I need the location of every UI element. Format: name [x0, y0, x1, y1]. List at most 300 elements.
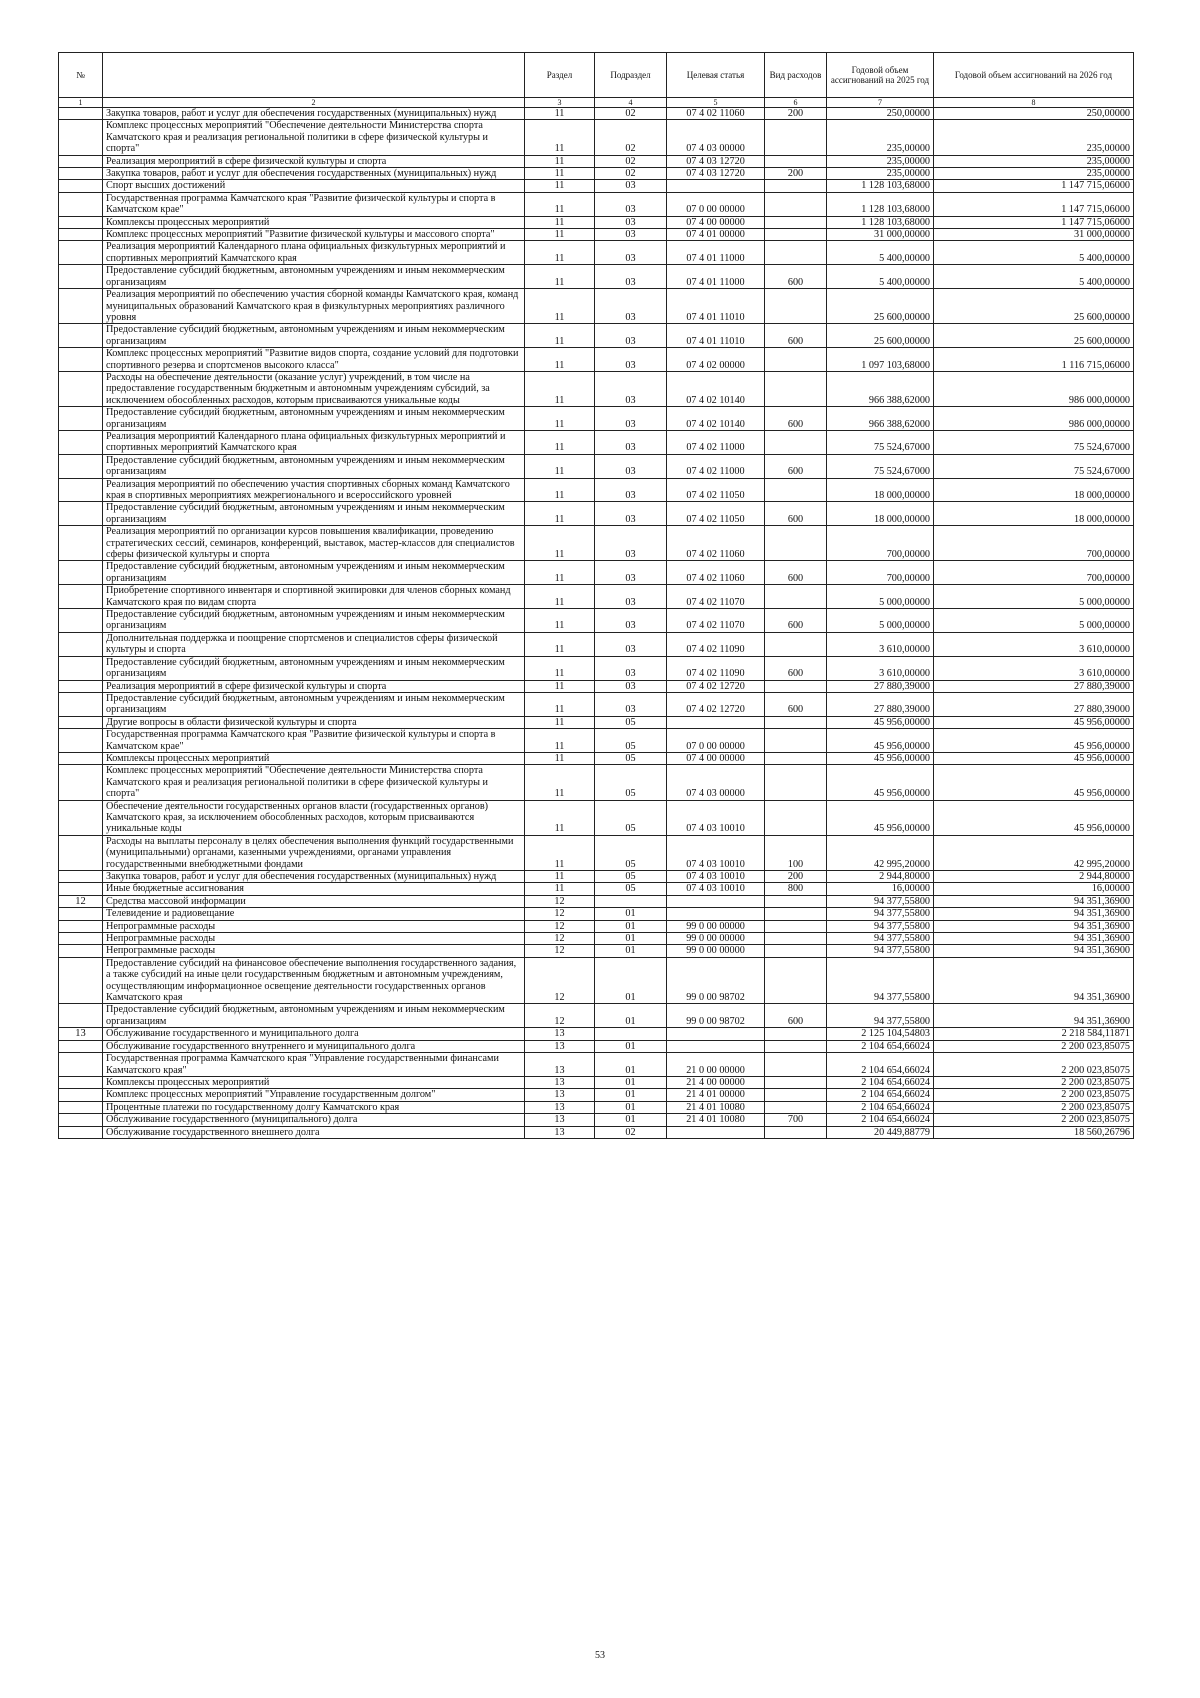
row-target: 07 4 01 11000 — [667, 241, 765, 265]
row-amount-2026: 45 956,00000 — [934, 716, 1134, 728]
row-amount-2025: 94 377,55800 — [827, 957, 934, 1004]
row-name: Обслуживание государственного внутреннего и муниципального долга — [103, 1040, 525, 1052]
table-row — [59, 1004, 1134, 1028]
row-number — [59, 324, 103, 348]
table-row — [59, 1028, 1134, 1040]
row-amount-2025: 2 104 654,66024 — [827, 1114, 934, 1126]
row-razdel: 11 — [525, 729, 595, 753]
row-number — [59, 108, 103, 120]
row-amount-2026: 25 600,00000 — [934, 289, 1134, 324]
row-name: Другие вопросы в области физической культуры и спорта — [103, 716, 525, 728]
row-podrazdel: 03 — [595, 632, 667, 656]
row-number — [59, 716, 103, 728]
table-row — [59, 120, 1134, 155]
row-razdel: 11 — [525, 108, 595, 120]
row-name: Расходы на обеспечение деятельности (оказание услуг) учреждений, в том числе на предоставление государственным бюджетным и автономным учреждениям субсидий, за исключением обособленных расходов, которым присваиваются уникальные коды — [103, 371, 525, 406]
row-amount-2025: 2 104 654,66024 — [827, 1076, 934, 1088]
row-amount-2026: 25 600,00000 — [934, 324, 1134, 348]
table-row — [59, 800, 1134, 835]
table-row — [59, 680, 1134, 692]
row-vid — [765, 765, 827, 800]
row-vid — [765, 1053, 827, 1077]
row-vid: 600 — [765, 265, 827, 289]
row-amount-2025: 2 104 654,66024 — [827, 1101, 934, 1113]
row-razdel: 11 — [525, 609, 595, 633]
row-vid — [765, 430, 827, 454]
row-razdel: 13 — [525, 1101, 595, 1113]
table-row — [59, 108, 1134, 120]
row-name: Процентные платежи по государственному долгу Камчатского края — [103, 1101, 525, 1113]
row-number — [59, 407, 103, 431]
table-row — [59, 216, 1134, 228]
table-row — [59, 609, 1134, 633]
row-vid — [765, 1089, 827, 1101]
row-amount-2025: 1 128 103,68000 — [827, 192, 934, 216]
row-razdel: 12 — [525, 908, 595, 920]
row-target — [667, 1126, 765, 1138]
row-vid — [765, 752, 827, 764]
row-amount-2026: 31 000,00000 — [934, 229, 1134, 241]
row-number — [59, 478, 103, 502]
row-target: 07 4 02 12720 — [667, 680, 765, 692]
row-number — [59, 526, 103, 561]
row-target: 07 4 01 11010 — [667, 324, 765, 348]
row-target: 21 4 01 10080 — [667, 1114, 765, 1126]
row-vid: 100 — [765, 835, 827, 870]
table-row — [59, 957, 1134, 1004]
row-amount-2026: 2 200 023,85075 — [934, 1040, 1134, 1052]
row-number — [59, 192, 103, 216]
header-no: № — [59, 53, 103, 98]
table-row — [59, 478, 1134, 502]
table-row — [59, 180, 1134, 192]
row-razdel: 12 — [525, 957, 595, 1004]
table-row — [59, 265, 1134, 289]
row-vid — [765, 945, 827, 957]
col-number: 2 — [103, 98, 525, 108]
row-vid — [765, 585, 827, 609]
table-row — [59, 585, 1134, 609]
row-target: 07 4 02 10140 — [667, 407, 765, 431]
row-vid — [765, 229, 827, 241]
row-amount-2025: 5 000,00000 — [827, 585, 934, 609]
table-row — [59, 1053, 1134, 1077]
row-razdel: 13 — [525, 1053, 595, 1077]
row-razdel: 12 — [525, 920, 595, 932]
table-row — [59, 348, 1134, 372]
row-podrazdel: 03 — [595, 229, 667, 241]
row-name: Предоставление субсидий бюджетным, автономным учреждениям и иным некоммерческим организациям — [103, 265, 525, 289]
row-amount-2025: 2 104 654,66024 — [827, 1053, 934, 1077]
row-podrazdel — [595, 1028, 667, 1040]
row-number — [59, 692, 103, 716]
table-row — [59, 1076, 1134, 1088]
row-amount-2025: 235,00000 — [827, 155, 934, 167]
row-razdel: 13 — [525, 1040, 595, 1052]
row-amount-2026: 2 200 023,85075 — [934, 1101, 1134, 1113]
row-podrazdel: 01 — [595, 1101, 667, 1113]
row-amount-2025: 45 956,00000 — [827, 729, 934, 753]
row-amount-2026: 94 351,36900 — [934, 957, 1134, 1004]
row-vid — [765, 1028, 827, 1040]
row-name: Предоставление субсидий бюджетным, автономным учреждениям и иным некоммерческим организациям — [103, 1004, 525, 1028]
row-amount-2025: 94 377,55800 — [827, 945, 934, 957]
row-podrazdel: 01 — [595, 945, 667, 957]
row-razdel: 11 — [525, 871, 595, 883]
row-razdel: 11 — [525, 585, 595, 609]
row-amount-2025: 700,00000 — [827, 526, 934, 561]
row-number — [59, 454, 103, 478]
row-razdel: 11 — [525, 835, 595, 870]
row-name: Предоставление субсидий бюджетным, автономным учреждениям и иным некоммерческим организациям — [103, 324, 525, 348]
row-razdel: 12 — [525, 895, 595, 907]
row-vid — [765, 241, 827, 265]
row-target: 21 4 01 10080 — [667, 1101, 765, 1113]
row-amount-2025: 94 377,55800 — [827, 895, 934, 907]
col-number: 1 — [59, 98, 103, 108]
row-name: Реализация мероприятий Календарного плана официальных физкультурных мероприятий и спортивных мероприятий Камчатского края — [103, 241, 525, 265]
row-vid: 200 — [765, 871, 827, 883]
row-target — [667, 1040, 765, 1052]
row-name: Государственная программа Камчатского края "Развитие физической культуры и спорта в Камчатском крае" — [103, 729, 525, 753]
row-podrazdel: 01 — [595, 1076, 667, 1088]
row-razdel: 13 — [525, 1126, 595, 1138]
row-name: Государственная программа Камчатского края "Развитие физической культуры и спорта в Камчатском крае" — [103, 192, 525, 216]
row-razdel: 11 — [525, 265, 595, 289]
row-target: 21 0 00 00000 — [667, 1053, 765, 1077]
row-amount-2026: 18 560,26796 — [934, 1126, 1134, 1138]
row-amount-2026: 986 000,00000 — [934, 371, 1134, 406]
row-razdel: 13 — [525, 1028, 595, 1040]
col-number: 5 — [667, 98, 765, 108]
row-amount-2025: 5 000,00000 — [827, 609, 934, 633]
row-vid — [765, 800, 827, 835]
row-amount-2026: 45 956,00000 — [934, 800, 1134, 835]
row-target: 21 4 00 00000 — [667, 1076, 765, 1088]
row-podrazdel: 03 — [595, 216, 667, 228]
table-row — [59, 1040, 1134, 1052]
table-row — [59, 324, 1134, 348]
row-vid — [765, 1076, 827, 1088]
header-2026: Годовой объем ассигнований на 2026 год — [934, 53, 1134, 98]
header-podrazdel: Подраздел — [595, 53, 667, 98]
row-razdel: 11 — [525, 229, 595, 241]
row-name: Государственная программа Камчатского края "Управление государственными финансами Камчатского края" — [103, 1053, 525, 1077]
row-amount-2025: 45 956,00000 — [827, 800, 934, 835]
row-target: 99 0 00 00000 — [667, 945, 765, 957]
row-amount-2025: 94 377,55800 — [827, 933, 934, 945]
row-amount-2026: 2 218 584,11871 — [934, 1028, 1134, 1040]
row-target: 07 4 03 10010 — [667, 871, 765, 883]
row-amount-2026: 94 351,36900 — [934, 933, 1134, 945]
row-name: Закупка товаров, работ и услуг для обеспечения государственных (муниципальных) нужд — [103, 168, 525, 180]
table-row — [59, 765, 1134, 800]
row-number — [59, 561, 103, 585]
row-amount-2026: 1 116 715,06000 — [934, 348, 1134, 372]
row-podrazdel: 01 — [595, 1114, 667, 1126]
row-amount-2026: 18 000,00000 — [934, 478, 1134, 502]
row-razdel: 11 — [525, 716, 595, 728]
table-row — [59, 632, 1134, 656]
row-number — [59, 168, 103, 180]
row-target: 07 4 02 12720 — [667, 692, 765, 716]
row-amount-2026: 986 000,00000 — [934, 407, 1134, 431]
row-amount-2026: 5 000,00000 — [934, 585, 1134, 609]
table-row — [59, 1101, 1134, 1113]
row-target: 07 4 01 00000 — [667, 229, 765, 241]
col-number: 6 — [765, 98, 827, 108]
row-amount-2025: 94 377,55800 — [827, 1004, 934, 1028]
table-row — [59, 168, 1134, 180]
row-amount-2026: 3 610,00000 — [934, 656, 1134, 680]
row-amount-2025: 18 000,00000 — [827, 502, 934, 526]
row-target: 99 0 00 00000 — [667, 920, 765, 932]
row-target: 07 4 02 11060 — [667, 561, 765, 585]
row-razdel: 13 — [525, 1089, 595, 1101]
row-number — [59, 835, 103, 870]
row-podrazdel: 03 — [595, 265, 667, 289]
row-name: Предоставление субсидий бюджетным, автономным учреждениям и иным некоммерческим организациям — [103, 609, 525, 633]
row-vid — [765, 895, 827, 907]
table-row — [59, 1089, 1134, 1101]
row-name: Комплексы процессных мероприятий — [103, 1076, 525, 1088]
row-name: Предоставление субсидий бюджетным, автономным учреждениям и иным некоммерческим организациям — [103, 561, 525, 585]
row-podrazdel: 03 — [595, 680, 667, 692]
row-vid: 600 — [765, 407, 827, 431]
row-vid: 600 — [765, 561, 827, 585]
table-row — [59, 526, 1134, 561]
row-razdel: 11 — [525, 168, 595, 180]
row-vid: 200 — [765, 108, 827, 120]
row-amount-2026: 5 000,00000 — [934, 609, 1134, 633]
row-podrazdel: 05 — [595, 765, 667, 800]
row-amount-2026: 2 944,80000 — [934, 871, 1134, 883]
row-number — [59, 765, 103, 800]
row-podrazdel: 01 — [595, 933, 667, 945]
row-number — [59, 585, 103, 609]
table-row — [59, 729, 1134, 753]
row-razdel: 11 — [525, 765, 595, 800]
row-podrazdel: 03 — [595, 609, 667, 633]
row-amount-2026: 1 147 715,06000 — [934, 192, 1134, 216]
row-podrazdel: 01 — [595, 957, 667, 1004]
row-amount-2025: 700,00000 — [827, 561, 934, 585]
row-podrazdel: 05 — [595, 835, 667, 870]
row-razdel: 11 — [525, 454, 595, 478]
row-podrazdel: 02 — [595, 155, 667, 167]
row-number — [59, 1114, 103, 1126]
row-vid — [765, 680, 827, 692]
row-amount-2025: 25 600,00000 — [827, 289, 934, 324]
row-number — [59, 920, 103, 932]
row-vid — [765, 1126, 827, 1138]
table-row — [59, 656, 1134, 680]
row-target: 07 4 02 11050 — [667, 478, 765, 502]
row-razdel: 13 — [525, 1076, 595, 1088]
row-razdel: 11 — [525, 561, 595, 585]
row-podrazdel: 03 — [595, 656, 667, 680]
row-podrazdel: 03 — [595, 502, 667, 526]
row-amount-2026: 700,00000 — [934, 561, 1134, 585]
budget-table-page — [58, 52, 1133, 1139]
row-target — [667, 180, 765, 192]
row-amount-2026: 2 200 023,85075 — [934, 1114, 1134, 1126]
row-amount-2025: 27 880,39000 — [827, 680, 934, 692]
row-name: Непрограммные расходы — [103, 933, 525, 945]
row-amount-2026: 42 995,20000 — [934, 835, 1134, 870]
row-amount-2025: 966 388,62000 — [827, 371, 934, 406]
row-amount-2026: 18 000,00000 — [934, 502, 1134, 526]
budget-table — [58, 52, 1134, 1139]
row-amount-2026: 75 524,67000 — [934, 454, 1134, 478]
row-podrazdel: 03 — [595, 478, 667, 502]
table-row — [59, 229, 1134, 241]
row-podrazdel: 01 — [595, 1040, 667, 1052]
row-vid: 600 — [765, 454, 827, 478]
row-target: 07 4 03 10010 — [667, 800, 765, 835]
row-name: Предоставление субсидий бюджетным, автономным учреждениям и иным некоммерческим организациям — [103, 502, 525, 526]
row-vid — [765, 216, 827, 228]
table-row — [59, 407, 1134, 431]
row-podrazdel: 01 — [595, 920, 667, 932]
row-vid — [765, 371, 827, 406]
row-amount-2026: 1 147 715,06000 — [934, 216, 1134, 228]
row-vid: 600 — [765, 609, 827, 633]
row-amount-2025: 94 377,55800 — [827, 920, 934, 932]
row-target: 07 4 02 11000 — [667, 454, 765, 478]
row-podrazdel: 03 — [595, 324, 667, 348]
row-target: 07 4 03 00000 — [667, 765, 765, 800]
row-target: 07 4 02 11060 — [667, 526, 765, 561]
header-2025: Годовой объем ассигнований на 2025 год — [827, 53, 934, 98]
row-target: 07 4 03 10010 — [667, 883, 765, 895]
row-razdel: 12 — [525, 945, 595, 957]
row-number — [59, 348, 103, 372]
row-target: 99 0 00 98702 — [667, 957, 765, 1004]
row-number — [59, 883, 103, 895]
row-name: Обслуживание государственного (муниципального) долга — [103, 1114, 525, 1126]
header-name — [103, 53, 525, 98]
row-amount-2026: 94 351,36900 — [934, 908, 1134, 920]
row-podrazdel: 03 — [595, 430, 667, 454]
table-row — [59, 1126, 1134, 1138]
row-amount-2025: 250,00000 — [827, 108, 934, 120]
row-name: Обслуживание государственного и муниципального долга — [103, 1028, 525, 1040]
row-target: 07 4 02 11070 — [667, 609, 765, 633]
row-vid — [765, 180, 827, 192]
row-amount-2025: 20 449,88779 — [827, 1126, 934, 1138]
row-razdel: 11 — [525, 120, 595, 155]
table-row — [59, 192, 1134, 216]
row-amount-2026: 27 880,39000 — [934, 692, 1134, 716]
row-target — [667, 908, 765, 920]
row-name: Закупка товаров, работ и услуг для обеспечения государственных (муниципальных) нужд — [103, 108, 525, 120]
row-target: 07 4 03 10010 — [667, 835, 765, 870]
table-row — [59, 241, 1134, 265]
row-amount-2026: 94 351,36900 — [934, 895, 1134, 907]
row-vid — [765, 289, 827, 324]
column-number-row — [59, 98, 1134, 108]
row-podrazdel — [595, 895, 667, 907]
row-amount-2025: 2 125 104,54803 — [827, 1028, 934, 1040]
row-target: 99 0 00 00000 — [667, 933, 765, 945]
row-razdel: 11 — [525, 241, 595, 265]
row-amount-2025: 235,00000 — [827, 168, 934, 180]
row-vid — [765, 632, 827, 656]
row-name: Реализация мероприятий по обеспечению участия сборной команды Камчатского края, команд муниципальных образований Камчатского края в физкультурных мероприятиях различного уровня — [103, 289, 525, 324]
row-razdel: 11 — [525, 324, 595, 348]
table-row — [59, 835, 1134, 870]
row-razdel: 11 — [525, 692, 595, 716]
row-razdel: 11 — [525, 752, 595, 764]
row-name: Предоставление субсидий бюджетным, автономным учреждениям и иным некоммерческим организациям — [103, 454, 525, 478]
table-row — [59, 716, 1134, 728]
row-number — [59, 871, 103, 883]
row-amount-2025: 45 956,00000 — [827, 752, 934, 764]
row-razdel: 13 — [525, 1114, 595, 1126]
row-target: 07 4 03 00000 — [667, 120, 765, 155]
row-amount-2025: 16,00000 — [827, 883, 934, 895]
row-podrazdel: 03 — [595, 289, 667, 324]
row-target — [667, 716, 765, 728]
row-name: Реализация мероприятий в сфере физической культуры и спорта — [103, 680, 525, 692]
row-amount-2025: 1 097 103,68000 — [827, 348, 934, 372]
row-name: Приобретение спортивного инвентаря и спортивной экипировки для членов сборных команд Камчатского края по видам спорта — [103, 585, 525, 609]
table-row — [59, 945, 1134, 957]
row-podrazdel: 03 — [595, 692, 667, 716]
row-amount-2025: 3 610,00000 — [827, 632, 934, 656]
row-amount-2026: 2 200 023,85075 — [934, 1053, 1134, 1077]
row-amount-2026: 250,00000 — [934, 108, 1134, 120]
row-number — [59, 908, 103, 920]
table-row — [59, 430, 1134, 454]
row-vid — [765, 716, 827, 728]
row-vid: 700 — [765, 1114, 827, 1126]
table-row — [59, 871, 1134, 883]
row-number — [59, 1040, 103, 1052]
row-amount-2025: 31 000,00000 — [827, 229, 934, 241]
row-name: Комплекс процессных мероприятий "Развитие видов спорта, создание условий для подготовки спортивного резерва и спортсменов высокого класса" — [103, 348, 525, 372]
row-name: Обеспечение деятельности государственных органов власти (государственных органов) Камчатского края, за исключением обособленных расходов, которым присваиваются уникальные коды — [103, 800, 525, 835]
row-number — [59, 752, 103, 764]
row-name: Спорт высших достижений — [103, 180, 525, 192]
row-number — [59, 1004, 103, 1028]
row-amount-2025: 75 524,67000 — [827, 430, 934, 454]
table-row — [59, 289, 1134, 324]
row-target: 07 4 02 00000 — [667, 348, 765, 372]
row-razdel: 12 — [525, 1004, 595, 1028]
row-vid — [765, 155, 827, 167]
row-amount-2025: 42 995,20000 — [827, 835, 934, 870]
row-number — [59, 241, 103, 265]
row-vid — [765, 120, 827, 155]
col-number: 3 — [525, 98, 595, 108]
row-name: Обслуживание государственного внешнего долга — [103, 1126, 525, 1138]
row-amount-2025: 5 400,00000 — [827, 265, 934, 289]
row-podrazdel: 02 — [595, 1126, 667, 1138]
row-name: Реализация мероприятий по организации курсов повышения квалификации, проведению стратегических сессий, семинаров, конференций, выставок, мастер-классов для специалистов сферы физической культуры и спорта — [103, 526, 525, 561]
row-amount-2026: 45 956,00000 — [934, 765, 1134, 800]
row-number — [59, 609, 103, 633]
row-name: Телевидение и радиовещание — [103, 908, 525, 920]
row-number — [59, 656, 103, 680]
row-target: 07 4 00 00000 — [667, 216, 765, 228]
table-row — [59, 908, 1134, 920]
row-amount-2025: 235,00000 — [827, 120, 934, 155]
row-number — [59, 502, 103, 526]
row-razdel: 11 — [525, 680, 595, 692]
row-amount-2025: 45 956,00000 — [827, 716, 934, 728]
